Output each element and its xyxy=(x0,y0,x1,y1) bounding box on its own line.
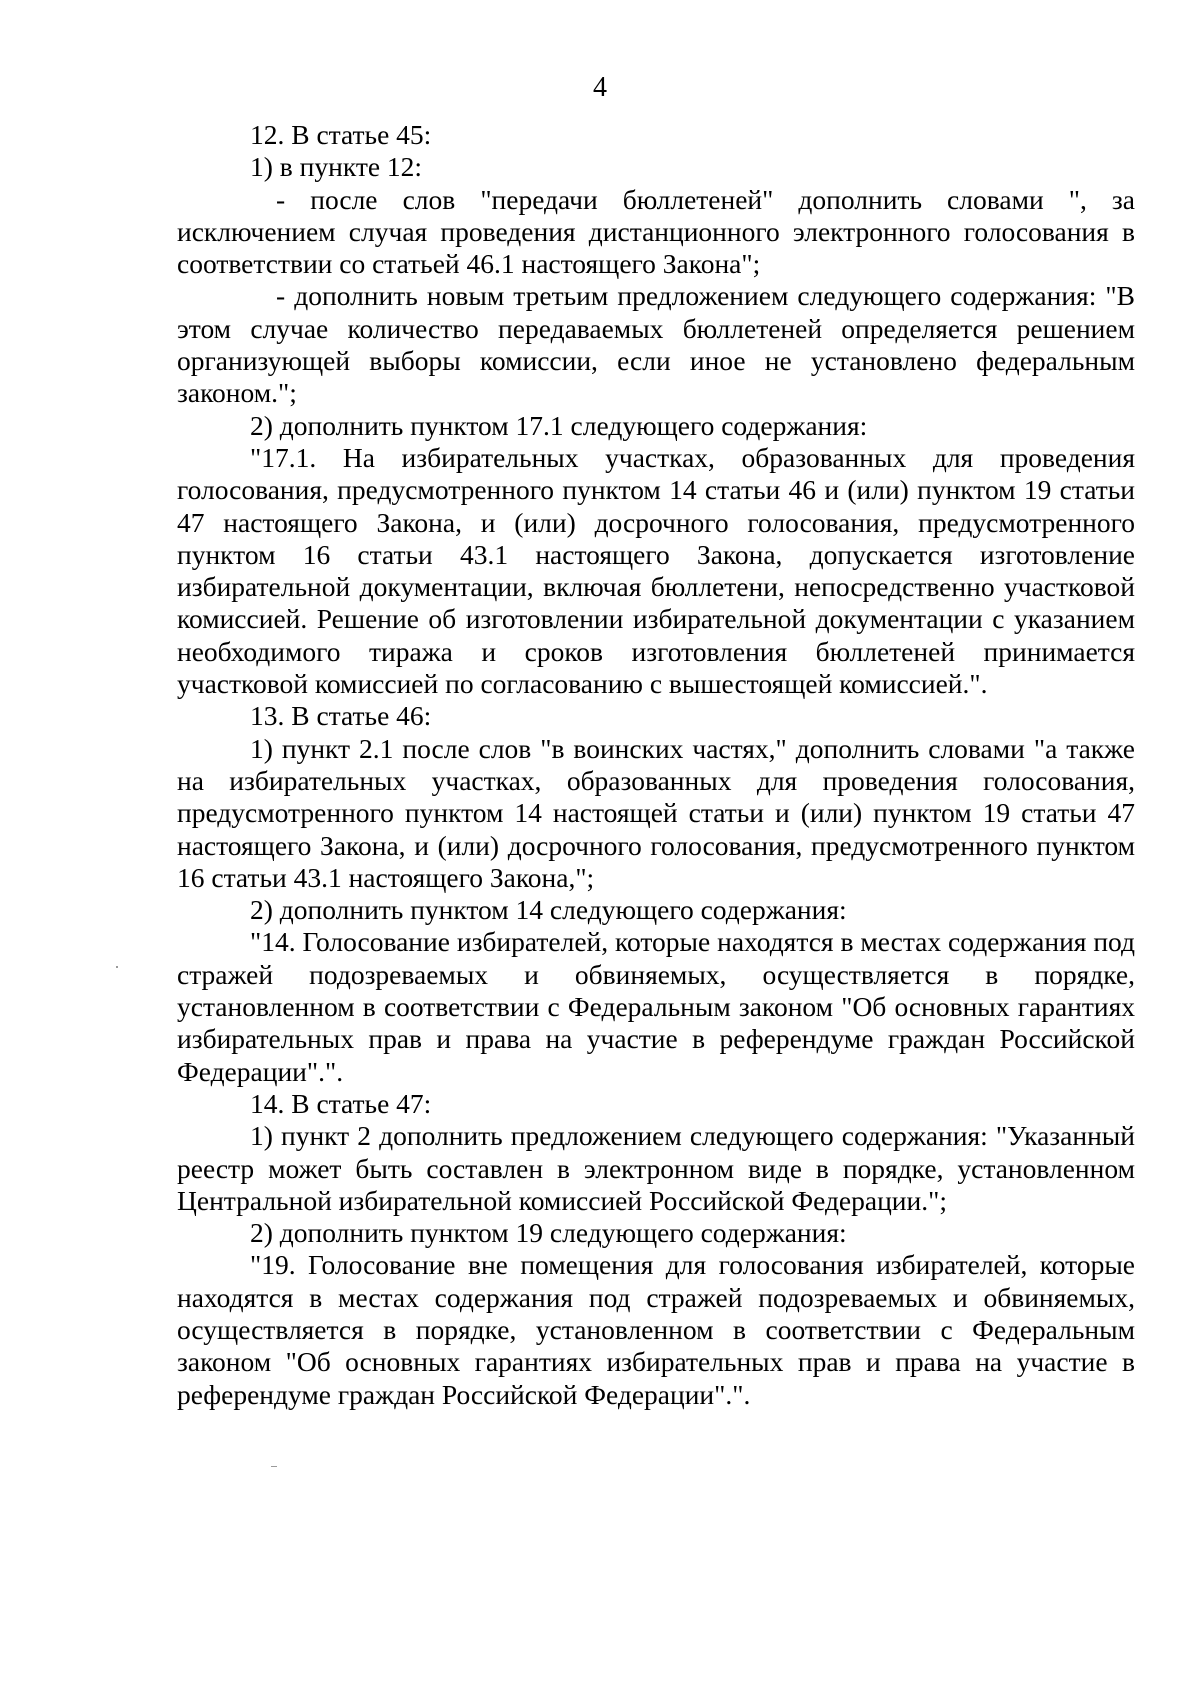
article-47-item-2: 2) дополнить пунктом 19 следующего содержания: xyxy=(250,1217,847,1249)
page-number: 4 xyxy=(593,72,607,103)
article-47-heading: 14. В статье 47: xyxy=(250,1087,432,1119)
article-46-heading: 13. В статье 46: xyxy=(250,700,432,732)
article-47-item-1: 1) пункт 2 дополнить предложением следующего содержания: "Указанный реестр может быть составлен в электронном виде в порядке, установленном Центральной избирательной комиссией Российской Федерации."; xyxy=(177,1120,1135,1216)
article-45-heading: 12. В статье 45: xyxy=(250,119,432,150)
document-body xyxy=(177,119,1135,1411)
article-46-item-1: 1) пункт 2.1 после слов "в воинских частях," дополнить словами "а также на избирательных участках, образованных для проведения голосования, предусмотренного пунктом 14 настоящей статьи и (или) пунктом 19 статьи 47 настоящего Закона, и (или) досрочного голосования, предусмотренного пунктом 16 статьи 43.1 настоящего Закона,"; xyxy=(177,732,1135,893)
scan-speck xyxy=(271,1466,277,1467)
article-45-item-1: 1) в пункте 12: xyxy=(250,151,423,183)
article-45-item-1-dash-2: - дополнить новым третьим предложением следующего содержания: "В этом случае количество передаваемых бюллетеней определяется решением организующей выборы комиссии, если иное не установлено федеральным законом."; xyxy=(177,280,1135,409)
scan-speck xyxy=(116,966,118,968)
article-46-point-14-text: "14. Голосование избирателей, которые находятся в местах содержания под стражей подозреваемых и обвиняемых, осуществляется в порядке, установленном в соответствии с Федеральным законом "Об основных гарантиях избирательных прав и права на участие в референдуме граждан Российской Федерации".". xyxy=(177,926,1135,1087)
article-45-point-17-1-text: "17.1. На избирательных участках, образованных для проведения голосования, предусмотренного пунктом 14 статьи 46 и (или) пунктом 19 статьи 47 настоящего Закона, и (или) досрочного голосования, предусмотренного пунктом 16 статьи 43.1 настоящего Закона, допускается изготовление избирательной документации, включая бюллетени, непосредственно участковой комиссией. Решение об изготовлении избирательной документации с указанием необходимого тиража и сроков изготовления бюллетеней принимается участковой комиссией по согласованию с вышестоящей комиссией.". xyxy=(177,441,1135,700)
article-45-item-2: 2) дополнить пунктом 17.1 следующего содержания: xyxy=(250,409,868,441)
article-45-item-1-dash-1: - после слов "передачи бюллетеней" дополнить словами ", за исключением случая проведения дистанционного электронного голосования в соответствии со статьей 46.1 настоящего Закона"; xyxy=(177,183,1135,280)
article-47-point-19-text: "19. Голосование вне помещения для голосования избирателей, которые находятся в местах содержания под стражей подозреваемых и обвиняемых, осуществляется в порядке, установленном в соответствии с Федеральным законом "Об основных гарантиях избирательных прав и права на участие в референдуме граждан Российской Федерации".". xyxy=(177,1249,1135,1410)
article-46-item-2: 2) дополнить пунктом 14 следующего содержания: xyxy=(250,894,847,926)
